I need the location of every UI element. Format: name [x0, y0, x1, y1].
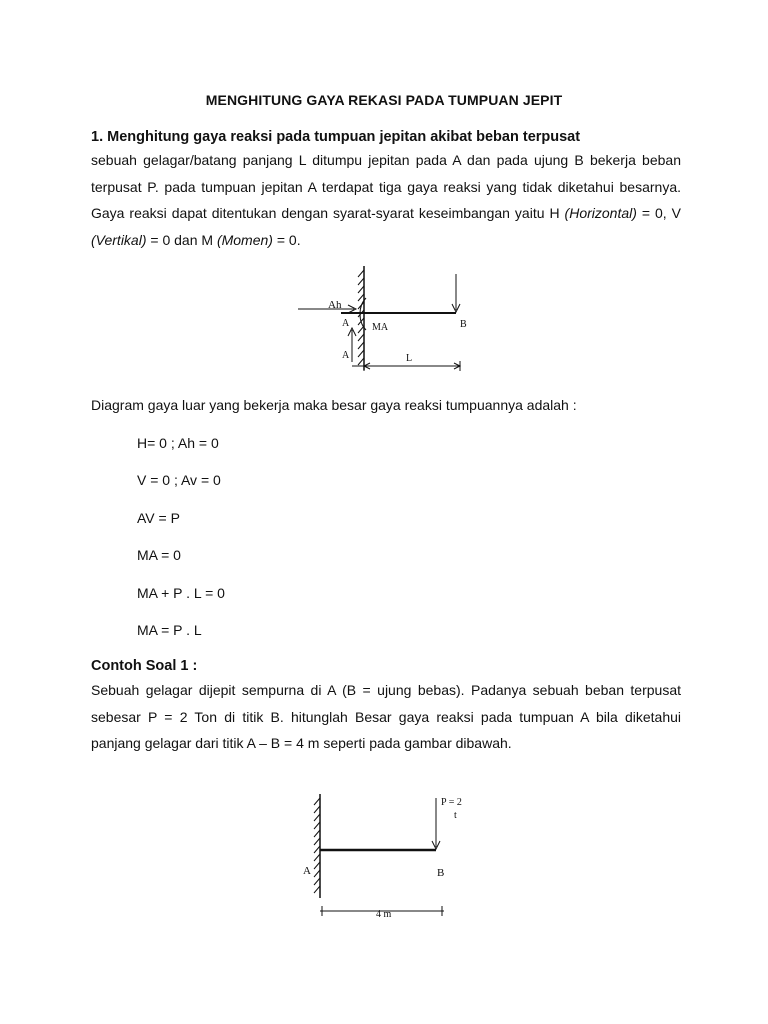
load-arrow-p: [452, 274, 460, 312]
label-p-unit: t: [454, 810, 457, 821]
intro-text-1: sebuah gelagar/batang panjang L ditumpu jepitan pada A dan pada ujung B bekerja beban terpusat P. pada tumpuan jepitan A terdapat tiga gaya reaksi yang tidak diketahui besarnya. Gaya reaksi dapat ditentukan dengan syarat-syarat keseimbangan yaitu H: [91, 152, 681, 221]
figure-cantilever-example: [296, 790, 466, 918]
load-arrow-p: [432, 798, 440, 849]
label-ah: Ah: [328, 299, 342, 311]
page-title: MENGHITUNG GAYA REKASI PADA TUMPUAN JEPIT: [205, 92, 563, 108]
intro-text-4: = 0.: [272, 231, 301, 248]
intro-momen: (Momen): [216, 231, 273, 248]
intro-horizontal: (Horizontal): [564, 205, 637, 221]
intro-text-2: = 0, V: [636, 205, 682, 221]
fixed-support-wall: [358, 266, 364, 370]
label-p: P = 2: [441, 797, 462, 808]
intro-vertikal: (Vertikal): [91, 231, 147, 248]
equation-6: MA = P . L: [137, 622, 202, 638]
example-heading: Contoh Soal 1 :: [91, 658, 198, 674]
label-b: B: [437, 867, 445, 879]
equation-4: MA = 0: [137, 547, 181, 563]
intro-paragraph: [91, 147, 681, 253]
example-paragraph: Sebuah gelagar dijepit sempurna di A (B = ujung bebas). Padanya sebuah beban terpusat sebesar P = 2 Ton di titik B. hitunglah Besar gaya reaksi pada tumpuan A bila diketahui panjang gelagar dari titik A – B = 4 m seperti pada gambar dibawah.: [91, 682, 681, 751]
reaction-arrow-ah: [298, 305, 356, 313]
intro-text-3: = 0 dan M: [146, 231, 217, 248]
label-a: A: [303, 865, 311, 877]
section-heading: 1. Menghitung gaya reaksi pada tumpuan jepitan akibat beban terpusat: [91, 129, 581, 145]
label-a-bottom: A: [342, 350, 350, 361]
equation-2: V = 0 ; Av = 0: [137, 472, 221, 488]
fixed-support-wall: [314, 794, 320, 898]
equation-5: MA + P . L = 0: [137, 585, 225, 601]
label-ma: MA: [372, 322, 389, 333]
equation-1: H= 0 ; Ah = 0: [137, 435, 219, 451]
label-a-top: A: [342, 318, 350, 329]
label-dimension: 4 m: [376, 909, 392, 918]
equation-3: AV = P: [137, 510, 180, 526]
diagram-caption: Diagram gaya luar yang bekerja maka besar gaya reaksi tumpuannya adalah :: [91, 397, 577, 413]
label-l: L: [406, 353, 413, 364]
figure-cantilever-general: [296, 264, 472, 376]
label-b: B: [460, 319, 467, 330]
